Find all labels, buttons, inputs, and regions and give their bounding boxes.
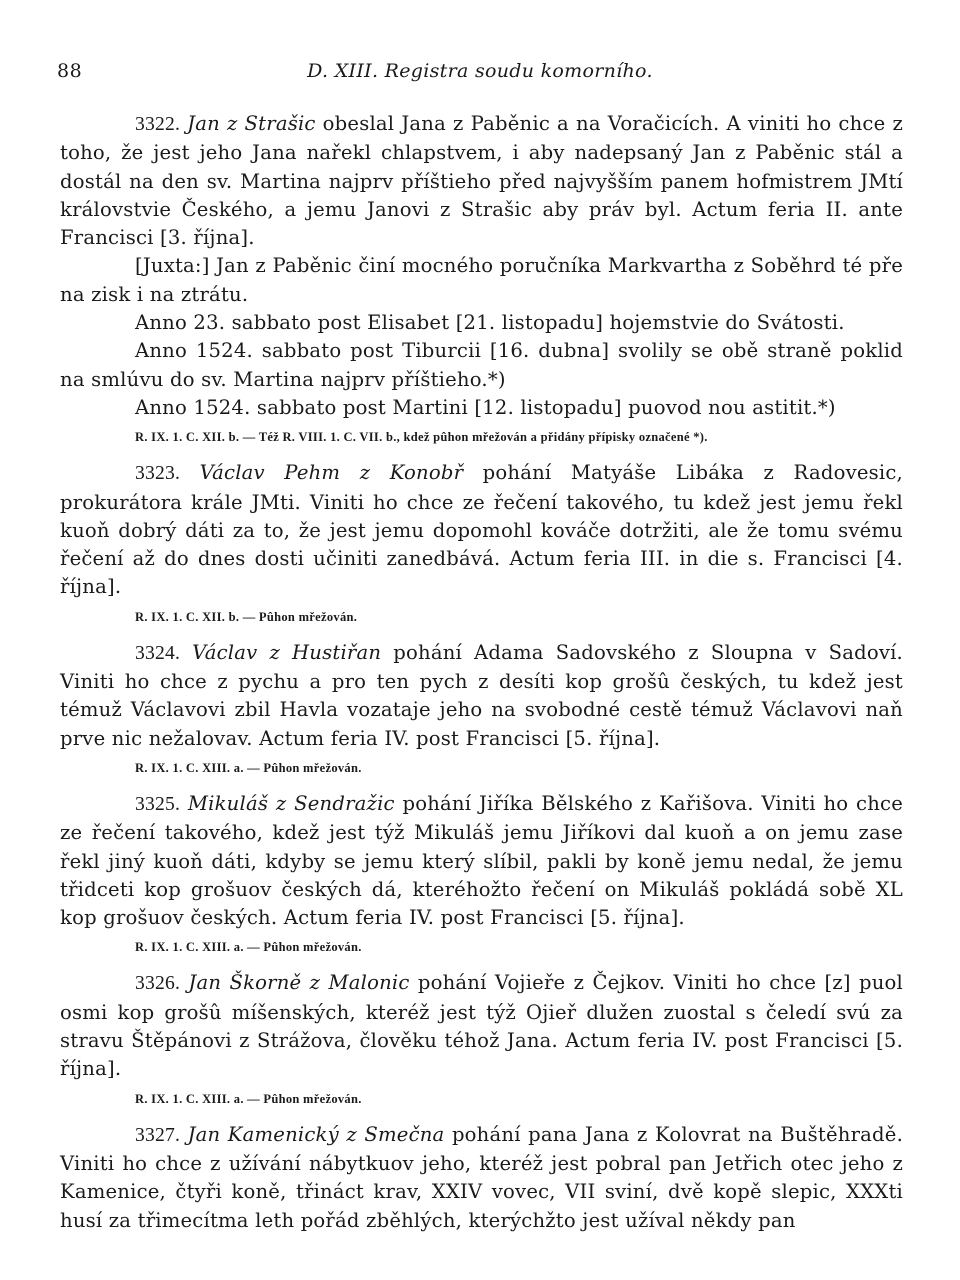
entry-source-note: R. IX. 1. C. XII. b. — Též R. VIII. 1. C. VII. b., kdež pûhon mřežován a přidány přípisky označené *). <box>135 430 708 445</box>
entry-number: 3322. <box>135 114 181 135</box>
entry-paragraph: Anno 1524. sabbato post Martini [12. listopadu] puovod nou astitit.*) <box>135 395 836 419</box>
entry-3322 <box>60 110 903 447</box>
entry-number: 3323. <box>135 463 181 485</box>
entry-paragraph: [Juxta:] Jan z Paběnic činí mocného poručníka Markvartha z Soběhrd té pře na zisk i na ztrátu. <box>60 254 903 306</box>
entry-paragraph: Anno 23. sabbato post Elisabet [21. listopadu] hojemstvie do Svátosti. <box>135 311 845 335</box>
entry-paragraph <box>60 110 903 252</box>
entry-paragraph: Anno 1524. sabbato post Tiburcii [16. dubna] svolily se obě straně poklid na smlúvu do sv. Martina najprv příštieho.*) <box>60 339 903 391</box>
entry-text: pohání pana Jana z Kolovrat na Buštěhradě. Viniti ho chce z užívání nábytkuov jeho, kteréž jest pobral pan Jetřich otec jeho z Kamenice, čtyři koně, třináct krav, XXIV vovec, VII sviní, dvě kopě slepic, XXXti husí za třimecítma leth pořád zběhlých, kterýchžto jest užíval někdy pan <box>60 1122 904 1232</box>
document-body <box>60 110 903 1247</box>
entry-person: Jan Škorně z Malonic <box>188 971 410 995</box>
entry-text: pohání Jiříka Bělského z Kařišova. Viniti ho chce ze řečení takového, kdež jest týž Mikuláš jemu Jiříkovi dal kuoň a on jemu zase řekl jiný kuoň dáti, kdyby se jemu který slíbil, pakli by koně jemu nedal, že jemu třidceti kop grošuov českých dá, kteréhožto řečení on Mikuláš pokládá sobě XL kop grošuov českých. Actum feria IV. post Francisci [5. října]. <box>60 791 903 930</box>
entry-3327 <box>60 1121 903 1235</box>
entry-3323 <box>60 459 903 626</box>
entry-paragraph <box>60 639 903 753</box>
entry-number: 3326. <box>135 973 181 995</box>
page-number: 88 <box>57 60 83 82</box>
entry-person: Mikuláš z Sendražic <box>187 791 395 815</box>
entry-person: Jan z Strašic <box>187 112 316 135</box>
entry-person: Jan Kamenický z Smečna <box>187 1122 445 1146</box>
running-title: D. XIII. Registra soudu komorního. <box>307 60 653 82</box>
entry-text: pohání Vojieře z Čejkov. Viniti ho chce [z] puol osmi kop grošû míšenských, kteréž jest týž Ojieř dlužen zuostal s čeledí svú za stravu Štěpánovi z Strážova, člověku téhož Jana. Actum feria IV. post Francisci [5. října]. <box>60 971 903 1081</box>
entry-3324 <box>60 639 903 778</box>
entry-source-note: R. IX. 1. C. XII. b. — Pûhon mřežován. <box>135 609 358 624</box>
entry-number: 3325. <box>135 793 181 815</box>
entry-text: obeslal Jana z Paběnic a na Voračicích. A viniti ho chce z toho, že jest jeho Jana nařekl chlapstvem, i aby nadepsaný Jan z Paběnic stál a dostál na den sv. Martina najprv příštieho před najvyšším panem hofmistrem JMtí královstvie Českého, a jemu Janovi z Strašic aby práv byl. Actum feria II. ante Francisci [3. října]. <box>60 112 903 250</box>
entry-source-note: R. IX. 1. C. XIII. a. — Pûhon mřežován. <box>135 940 362 955</box>
entry-paragraph <box>60 1121 903 1235</box>
entry-3325 <box>60 790 903 957</box>
entry-source-note: R. IX. 1. C. XIII. a. — Pûhon mřežován. <box>135 1091 362 1106</box>
entry-paragraph <box>60 790 903 932</box>
entry-text: pohání Matyáše Libáka z Radovesic, prokurátora krále JMti. Viniti ho chce ze řečení takového, tu kdež jest jemu řekl kuoň dobrý dáti za to, že jest jemu dopomohl kováče dotržiti, ale že tomu svému řečení až do dnes dosti učiniti zanedbává. Actum feria III. in die s. Francisci [4. října]. <box>60 461 903 599</box>
entry-paragraph <box>60 969 903 1083</box>
entry-person: Václav Pehm z Konobř <box>199 461 464 485</box>
entry-source-note: R. IX. 1. C. XIII. a. — Pûhon mřežován. <box>135 760 362 775</box>
entry-number: 3324. <box>135 642 181 664</box>
entry-person: Václav z Hustiřan <box>192 640 382 664</box>
entry-3326 <box>60 969 903 1108</box>
page-header <box>0 60 960 88</box>
entry-paragraph <box>60 459 903 601</box>
entry-number: 3327. <box>135 1124 181 1146</box>
entry-text: pohání Adama Sadovského z Sloupna v Sadoví. Viniti ho chce z pychu a pro ten pych z desíti kop grošû českých, tu kdež jest témuž Václavovi zbil Havla vozataje jeho na svobodné cestě témuž Václavovi naň prve nic nežalovav. Actum feria IV. post Francisci [5. října]. <box>60 640 903 750</box>
